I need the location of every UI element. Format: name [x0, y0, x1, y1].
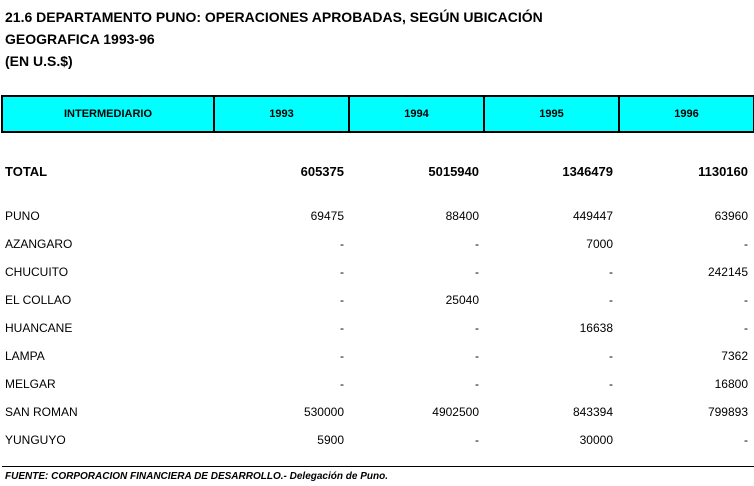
- cell-1993: 5900: [317, 433, 344, 447]
- cell-1993: -: [340, 293, 344, 307]
- row-label: SAN ROMAN: [5, 405, 78, 419]
- table-row-huancane: [0, 319, 754, 339]
- cell-1993: -: [340, 377, 344, 391]
- title-line-3: (EN U.S.$): [5, 53, 73, 69]
- cell-1995: 843394: [572, 405, 613, 419]
- cell-1996: -: [744, 293, 748, 307]
- cell-1993: 69475: [310, 209, 344, 223]
- table-row-melgar: [0, 375, 754, 395]
- cell-1996: -: [744, 237, 748, 251]
- row-label: LAMPA: [5, 349, 45, 363]
- total-1996: 1130160: [698, 164, 748, 179]
- cell-1993: -: [340, 237, 344, 251]
- cell-1994: 4902500: [432, 405, 479, 419]
- total-row: [0, 162, 754, 182]
- cell-1996: 63960: [714, 209, 748, 223]
- cell-1996: -: [744, 321, 748, 335]
- cell-1995: 16638: [579, 321, 613, 335]
- total-label: TOTAL: [5, 164, 48, 179]
- cell-1994: -: [475, 433, 479, 447]
- table-row-yunguyo: [0, 431, 754, 451]
- cell-1994: -: [475, 349, 479, 363]
- cell-1996: 799893: [707, 405, 748, 419]
- table-header: [1, 95, 754, 133]
- cell-1995: -: [609, 265, 613, 279]
- page-title: [5, 6, 543, 72]
- cell-1995: 7000: [586, 237, 613, 251]
- row-label: CHUCUITO: [5, 265, 69, 279]
- row-label: MELGAR: [5, 377, 56, 391]
- table-row-el-collao: [0, 291, 754, 311]
- title-line-2: GEOGRAFICA 1993-96: [5, 31, 155, 47]
- total-1994: 5015940: [428, 164, 479, 179]
- header-1993: 1993: [214, 96, 349, 132]
- table-row-puno: [0, 207, 754, 227]
- cell-1995: 30000: [579, 433, 613, 447]
- cell-1995: -: [609, 349, 613, 363]
- cell-1995: 449447: [572, 209, 613, 223]
- cell-1993: -: [340, 265, 344, 279]
- cell-1994: -: [475, 377, 479, 391]
- footnote-divider: [2, 466, 754, 467]
- row-label: EL COLLAO: [5, 293, 72, 307]
- cell-1993: -: [340, 321, 344, 335]
- table-row-san-roman: [0, 403, 754, 423]
- cell-1996: 242145: [707, 265, 748, 279]
- header-1994: 1994: [349, 96, 484, 132]
- row-label: AZANGARO: [5, 237, 73, 251]
- cell-1996: -: [744, 433, 748, 447]
- cell-1994: -: [475, 237, 479, 251]
- row-label: HUANCANE: [5, 321, 73, 335]
- row-label: YUNGUYO: [5, 433, 66, 447]
- cell-1994: 25040: [445, 293, 479, 307]
- cell-1994: -: [475, 265, 479, 279]
- table-row-lampa: [0, 347, 754, 367]
- title-line-1: 21.6 DEPARTAMENTO PUNO: OPERACIONES APROBADAS, SEGÚN UBICACIÓN: [5, 9, 543, 25]
- cell-1993: -: [340, 349, 344, 363]
- total-1993: 605375: [300, 164, 344, 179]
- header-1995: 1995: [484, 96, 619, 132]
- total-1995: 1346479: [562, 164, 613, 179]
- cell-1996: 7362: [721, 349, 748, 363]
- cell-1994: 88400: [445, 209, 479, 223]
- table-row-azangaro: [0, 235, 754, 255]
- cell-1995: -: [609, 377, 613, 391]
- row-label: PUNO: [5, 209, 40, 223]
- cell-1995: -: [609, 293, 613, 307]
- table-row-chucuito: [0, 263, 754, 283]
- cell-1996: 16800: [714, 377, 748, 391]
- header-intermediario: INTERMEDIARIO: [2, 96, 214, 132]
- cell-1993: 530000: [303, 405, 344, 419]
- source-footnote: FUENTE: CORPORACION FINANCIERA DE DESARROLLO.- Delegación de Puno.: [5, 471, 388, 482]
- header-1996: 1996: [619, 96, 754, 132]
- cell-1994: -: [475, 321, 479, 335]
